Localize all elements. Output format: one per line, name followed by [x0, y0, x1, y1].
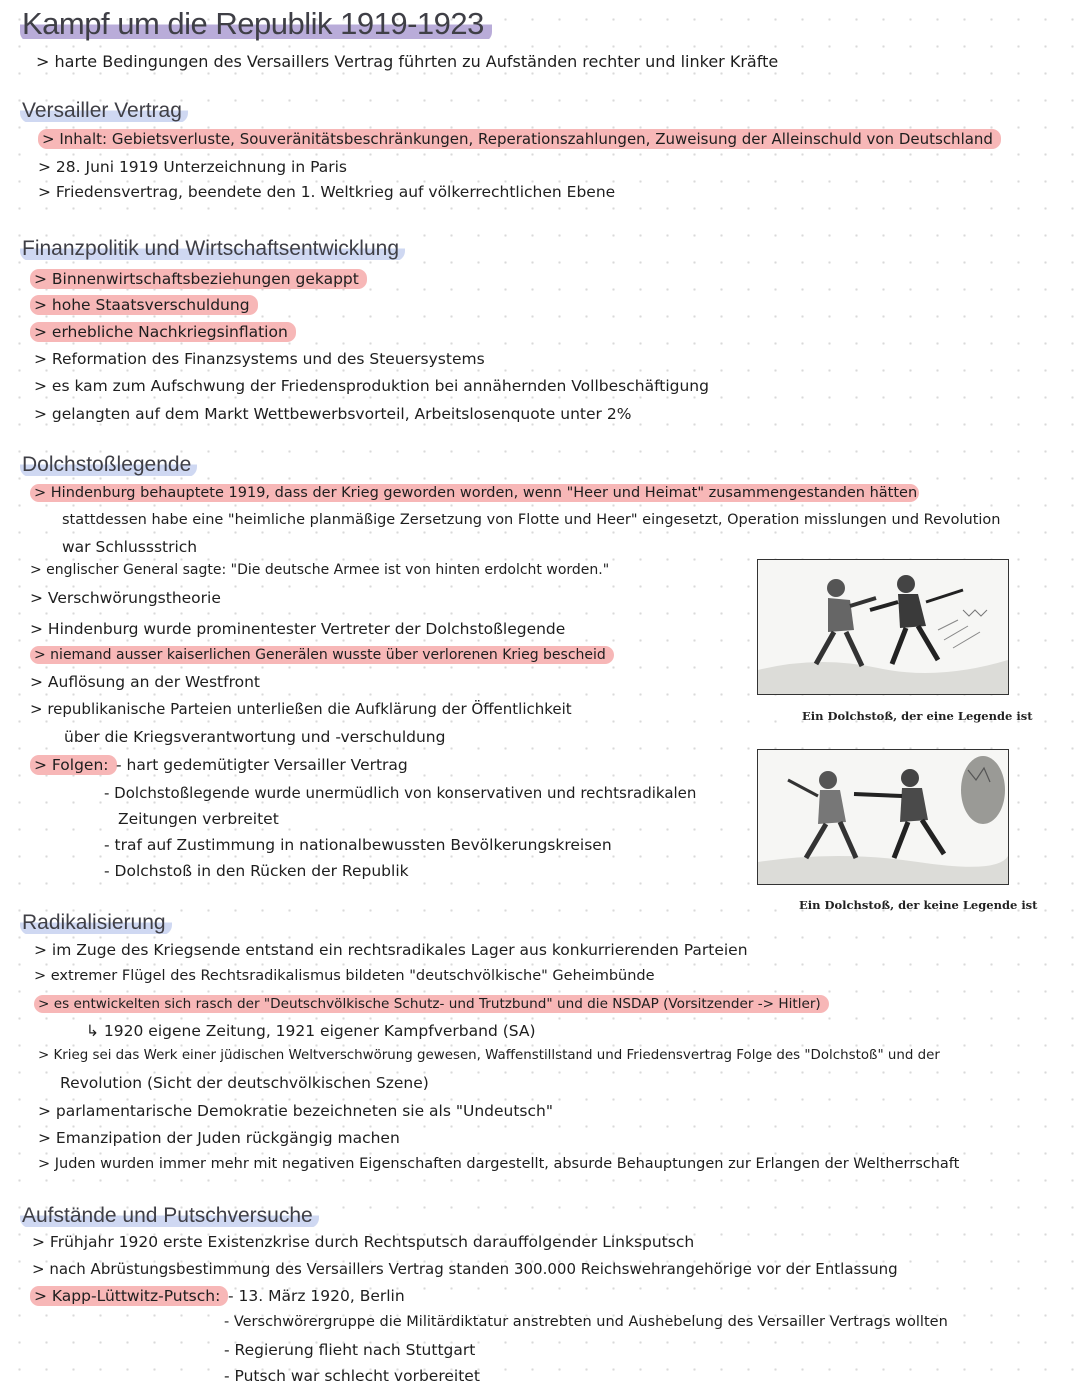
kapp-line-3: - Regierung flieht nach Stuttgart: [224, 1341, 476, 1359]
dolch-line-8: > Auflösung an der Westfront: [30, 673, 260, 691]
finanz-line-2: > hohe Staatsverschuldung: [30, 296, 258, 314]
radikal-line-6: Revolution (Sicht der deutschvölkischen Szene): [60, 1074, 429, 1092]
dolch-line-6: > Hindenburg wurde prominentester Vertreter der Dolchstoßlegende: [30, 620, 566, 638]
kapp-line-2: - Verschwörergruppe die Militärdiktatur anstrebten und Aushebelung des Versailler Vertrags wollten: [224, 1314, 948, 1330]
kapp-line-4: - Putsch war schlecht vorbereitet: [224, 1367, 480, 1385]
finanz-line-4: > Reformation des Finanzsystems und des Steuersystems: [34, 350, 485, 368]
dolch-line-10: über die Kriegsverantwortung und -verschuldung: [64, 728, 446, 746]
dolch-line-9: > republikanische Parteien unterließen die Aufklärung der Öffentlichkeit: [30, 700, 572, 718]
finanz-line-1: > Binnenwirtschaftsbeziehungen gekappt: [30, 270, 367, 288]
dolch-line-1: > Hindenburg behauptete 1919, dass der Krieg geworden worden, wenn "Heer und Heimat" zusammengestanden hätten: [30, 485, 919, 501]
heading-versailles: Versailler Vertrag: [20, 99, 188, 123]
heading-dolchstoss: Dolchstoßlegende: [20, 453, 197, 477]
folgen-line-5: - Dolchstoß in den Rücken der Republik: [104, 862, 409, 880]
dolch-line-7: > niemand ausser kaiserlichen Generälen wusste über verlorenen Krieg bescheid: [30, 647, 614, 663]
dolch-line-3: war Schlussstrich: [62, 538, 198, 556]
radikal-line-5: > Krieg sei das Werk einer jüdischen Weltverschwörung gewesen, Waffenstillstand und Friedensvertrag Folge des "Dolchstoß" und der: [38, 1048, 940, 1063]
folgen-line-4: - traf auf Zustimmung in nationalbewussten Bevölkerungskreisen: [104, 836, 612, 854]
intro-line: > harte Bedingungen des Versaillers Vertrag führten zu Aufständen rechter und linker Kräfte: [36, 52, 779, 71]
dolch-line-5: > Verschwörungstheorie: [30, 589, 221, 607]
versailles-line-2: > 28. Juni 1919 Unterzeichnung in Paris: [38, 158, 347, 176]
heading-finanzpolitik: Finanzpolitik und Wirtschaftsentwicklung: [20, 237, 405, 261]
versailles-line-3: > Friedensvertrag, beendete den 1. Weltkrieg auf völkerrechtlichen Ebene: [38, 183, 616, 201]
dolch-line-2: stattdessen habe eine "heimliche planmäßige Zersetzung von Flotte und Heer" eingesetzt, Operation misslungen und Revolution: [62, 512, 1001, 528]
page-title: Kampf um die Republik 1919-1923: [20, 6, 492, 42]
folgen-line-1: - hart gedemütigter Versailler Vertrag: [116, 756, 408, 774]
caption-cartoon-1: Ein Dolchstoß, der eine Legende ist: [802, 709, 1033, 723]
putsch-line-1: > Frühjahr 1920 erste Existenzkrise durch Rechtsputsch darauffolgender Linksputsch: [32, 1233, 695, 1251]
radikal-line-3: > es entwickelten sich rasch der "Deutschvölkische Schutz- und Trutzbund" und die NSDAP (Vorsitzender -> Hitler): [34, 996, 829, 1012]
cartoon-image-1: [757, 559, 1009, 695]
heading-putschversuche: Aufstände und Putschversuche: [20, 1204, 319, 1228]
folgen-line-2: - Dolchstoßlegende wurde unermüdlich von konservativen und rechtsradikalen: [104, 784, 697, 802]
folgen-label: > Folgen:: [30, 756, 117, 774]
finanz-line-5: > es kam zum Aufschwung der Friedensproduktion bei annähernden Vollbeschäftigung: [34, 377, 709, 395]
finanz-line-6: > gelangten auf dem Markt Wettbewerbsvorteil, Arbeitslosenquote unter 2%: [34, 405, 632, 423]
radikal-line-8: > Emanzipation der Juden rückgängig machen: [38, 1129, 400, 1147]
radikal-line-7: > parlamentarische Demokratie bezeichneten sie als "Undeutsch": [38, 1102, 553, 1120]
radikal-line-4: ↳ 1920 eigene Zeitung, 1921 eigener Kampfverband (SA): [86, 1022, 536, 1040]
kapp-line-1: - 13. März 1920, Berlin: [228, 1287, 405, 1305]
radikal-line-1: > im Zuge des Kriegsende entstand ein rechtsradikales Lager aus konkurrierenden Parteien: [34, 941, 748, 959]
radikal-line-9: > Juden wurden immer mehr mit negativen Eigenschaften dargestellt, absurde Behauptungen zur Erlangen der Weltherrschaft: [38, 1156, 960, 1172]
caption-cartoon-2: Ein Dolchstoß, der keine Legende ist: [799, 898, 1038, 912]
radikal-line-2: > extremer Flügel des Rechtsradikalismus bildeten "deutschvölkische" Geheimbünde: [34, 968, 655, 984]
heading-radikalisierung: Radikalisierung: [20, 911, 172, 935]
folgen-line-3: Zeitungen verbreitet: [118, 810, 279, 828]
cartoon-image-2: [757, 749, 1009, 885]
dolch-line-4: > englischer General sagte: "Die deutsche Armee ist von hinten erdolcht worden.": [30, 562, 610, 578]
finanz-line-3: > erhebliche Nachkriegsinflation: [30, 323, 296, 341]
versailles-line-1: > Inhalt: Gebietsverluste, Souveränitätsbeschränkungen, Reperationszahlungen, Zuweisung der Alleinschuld von Deutschland: [38, 130, 1001, 148]
putsch-line-2: > nach Abrüstungsbestimmung des Versaillers Vertrag standen 300.000 Reichswehrangehörige vor der Entlassung: [32, 1260, 898, 1278]
kapp-label: > Kapp-Lüttwitz-Putsch:: [30, 1287, 228, 1305]
